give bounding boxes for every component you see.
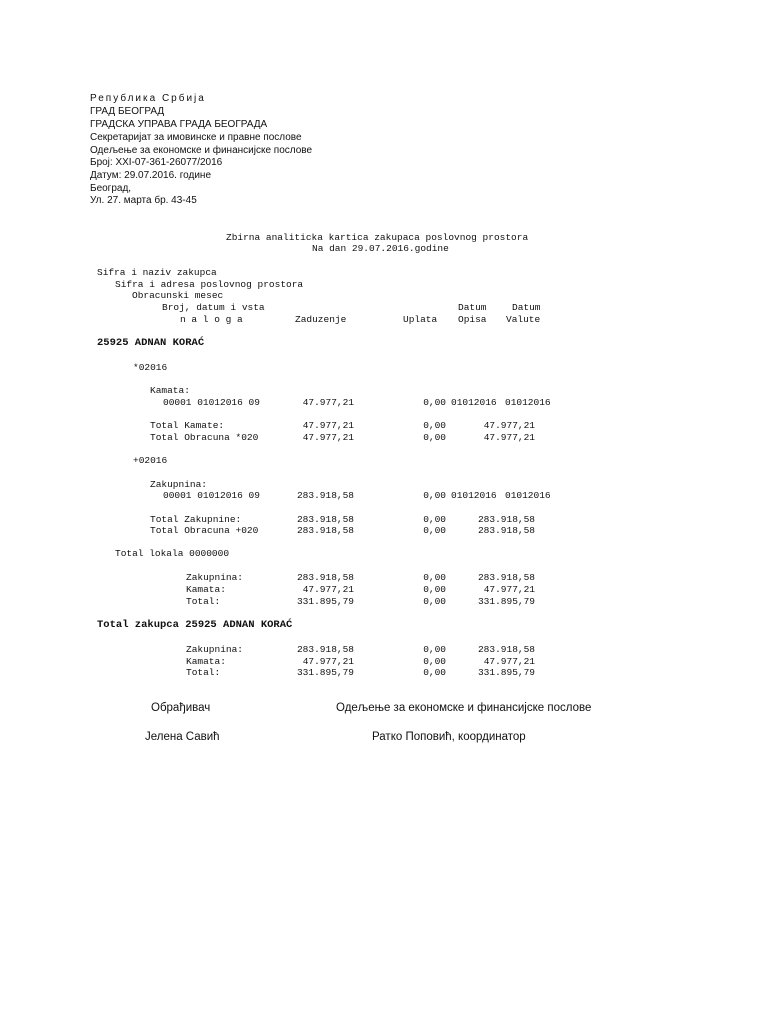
zaduzenje-cell: 331.895,79	[296, 667, 354, 678]
summary-label: Zakupnina:	[186, 572, 244, 583]
column-header-uplata: Uplata	[403, 314, 438, 325]
zaduzenje-cell: 331.895,79	[296, 596, 354, 607]
order-cell: 00001 01012016 09	[163, 397, 260, 408]
total-label: Total Obracuna +020	[150, 525, 259, 536]
datum-valute-cell: 01012016	[505, 490, 551, 501]
uplata-cell: 0,00	[423, 667, 446, 678]
datum-opisa-cell: 01012016	[451, 490, 497, 501]
section-label: Kamata:	[150, 385, 190, 396]
month-label: *02016	[133, 362, 168, 373]
section-label: Zakupnina:	[150, 479, 208, 490]
summary-label: Total:	[186, 667, 221, 678]
column-header-datum-2: Datum	[512, 302, 541, 313]
saldo-cell: 47.977,21	[483, 432, 535, 443]
uplata-cell: 0,00	[423, 644, 446, 655]
uplata-cell: 0,00	[423, 525, 446, 536]
signature-right-name: Ратко Поповић, координатор	[372, 731, 526, 743]
legend-premises: Sifra i adresa poslovnog prostora	[115, 279, 304, 290]
tenant-total-heading: Total zakupca 25925 ADNAN KORAĆ	[97, 619, 293, 631]
summary-label: Total:	[186, 596, 221, 607]
header-date: Датум: 29.07.2016. године	[90, 170, 212, 181]
legend-tenant: Sifra i naziv zakupca	[97, 267, 217, 278]
saldo-cell: 283.918,58	[477, 644, 535, 655]
saldo-cell: 47.977,21	[483, 584, 535, 595]
summary-label: Zakupnina:	[186, 644, 244, 655]
zaduzenje-cell: 283.918,58	[296, 644, 354, 655]
month-label: +02016	[133, 455, 168, 466]
signature-right-title: Одељење за економске и финансијске послове	[336, 702, 592, 714]
saldo-cell: 283.918,58	[477, 572, 535, 583]
zaduzenje-cell: 283.918,58	[296, 525, 354, 536]
zaduzenje-cell: 47.977,21	[302, 656, 354, 667]
total-label: Total Kamate:	[150, 420, 225, 431]
zaduzenje-cell: 283.918,58	[296, 514, 354, 525]
uplata-cell: 0,00	[423, 432, 446, 443]
uplata-cell: 0,00	[423, 584, 446, 595]
header-number: Број: XXI-07-361-26077/2016	[90, 157, 223, 168]
saldo-cell: 331.895,79	[477, 596, 535, 607]
saldo-cell: 283.918,58	[477, 525, 535, 536]
column-header-opisa: Opisa	[458, 314, 487, 325]
report-title: Zbirna analiticka kartica zakupaca poslovnog prostora	[226, 232, 529, 243]
zaduzenje-cell: 47.977,21	[302, 397, 354, 408]
order-cell: 00001 01012016 09	[163, 490, 260, 501]
lokal-total-label: Total lokala 0000000	[115, 548, 230, 559]
saldo-cell: 283.918,58	[477, 514, 535, 525]
summary-label: Kamata:	[186, 584, 226, 595]
column-header-valute: Valute	[506, 314, 541, 325]
total-label: Total Obracuna *020	[150, 432, 259, 443]
signature-left-name: Јелена Савић	[145, 731, 220, 743]
datum-opisa-cell: 01012016	[451, 397, 497, 408]
saldo-cell: 47.977,21	[483, 656, 535, 667]
zaduzenje-cell: 47.977,21	[302, 420, 354, 431]
signature-left-title: Обрађивач	[151, 702, 211, 714]
legend-month: Obracunski mesec	[132, 290, 224, 301]
header-address: Ул. 27. марта бр. 43-45	[90, 195, 197, 206]
header-secretariat: Секретаријат за имовинске и правне послове	[90, 132, 302, 143]
zaduzenje-cell: 47.977,21	[302, 432, 354, 443]
uplata-cell: 0,00	[423, 397, 446, 408]
column-header-datum-1: Datum	[458, 302, 487, 313]
uplata-cell: 0,00	[423, 490, 446, 501]
header-city: ГРАД БЕОГРАД	[90, 106, 165, 117]
uplata-cell: 0,00	[423, 572, 446, 583]
report-date: Na dan 29.07.2016.godine	[312, 243, 449, 254]
header-place: Београд,	[90, 183, 132, 194]
zaduzenje-cell: 283.918,58	[296, 490, 354, 501]
column-header-zaduzenje: Zaduzenje	[295, 314, 347, 325]
summary-label: Kamata:	[186, 656, 226, 667]
saldo-cell: 47.977,21	[483, 420, 535, 431]
legend-order-info: Broj, datum i vsta	[162, 302, 265, 313]
zaduzenje-cell: 283.918,58	[296, 572, 354, 583]
tenant-heading: 25925 ADNAN KORAĆ	[97, 337, 205, 349]
uplata-cell: 0,00	[423, 420, 446, 431]
uplata-cell: 0,00	[423, 596, 446, 607]
header-city-administration: ГРАДСКА УПРАВА ГРАДА БЕОГРАДА	[90, 119, 268, 130]
uplata-cell: 0,00	[423, 656, 446, 667]
header-department: Одељење за економске и финансијске послове	[90, 145, 313, 156]
datum-valute-cell: 01012016	[505, 397, 551, 408]
saldo-cell: 331.895,79	[477, 667, 535, 678]
legend-order: n a l o g a	[180, 314, 243, 325]
header-republic: Република Србија	[90, 93, 206, 104]
total-label: Total Zakupnine:	[150, 514, 242, 525]
uplata-cell: 0,00	[423, 514, 446, 525]
zaduzenje-cell: 47.977,21	[302, 584, 354, 595]
